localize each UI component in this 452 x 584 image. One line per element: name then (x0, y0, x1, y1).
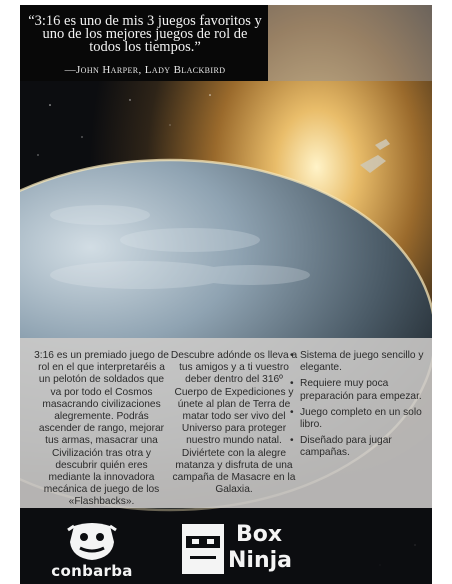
features-list (288, 350, 428, 460)
feature-item: • Diseñado para jugar campañas. (300, 435, 428, 459)
quote-author: —John Harper, Lady Blackbird (64, 64, 226, 76)
box-ninja-wordmark-ninja: Ninja (228, 548, 293, 573)
feature-item: • Requiere muy poca preparación para empezar. (300, 378, 428, 402)
box-ninja-logo (180, 520, 293, 580)
bearded-face-icon (50, 522, 134, 562)
quote-text: “3:16 es uno de mis 3 juegos favoritos y uno de los mejores juegos de rol de todos los tiempos.” (28, 13, 262, 55)
conbarba-wordmark: conbarba (51, 562, 133, 580)
description-column-1: 3:16 es un premiado juego de rol en el que interpretaréis a un pelotón de soldados que va por todo el Cosmos masacrando civilizaciones alegremente. Podrás ascender de rango, mejorar tus armas, masacrar una Civilización tras otra y descubrir quién eres mediante la innovadora mecánica de juego de los «Flashbacks». (34, 350, 169, 508)
ninja-box-icon (180, 520, 226, 576)
back-cover (20, 5, 432, 584)
description-panel (20, 338, 432, 508)
conbarba-logo (50, 522, 134, 580)
feature-item: • Juego completo en un solo libro. (300, 407, 428, 431)
features-column (288, 350, 428, 464)
feature-item: • Sistema de juego sencillo y elegante. (300, 350, 428, 374)
quote-box (20, 5, 268, 81)
box-ninja-wordmark-box: Box (236, 522, 283, 547)
top-right-panel (268, 5, 432, 81)
description-column-2: Descubre adónde os lleva a tus amigos y a ti vuestro deber dentro del 316º Cuerpo de Expediciones y únete al plan de Terra de matar todo ser vivo del Universo para proteger nuestro mundo natal. Diviértete con la alegre matanza y disfruta de una campaña de Masacre en la Galaxia. (170, 350, 298, 496)
